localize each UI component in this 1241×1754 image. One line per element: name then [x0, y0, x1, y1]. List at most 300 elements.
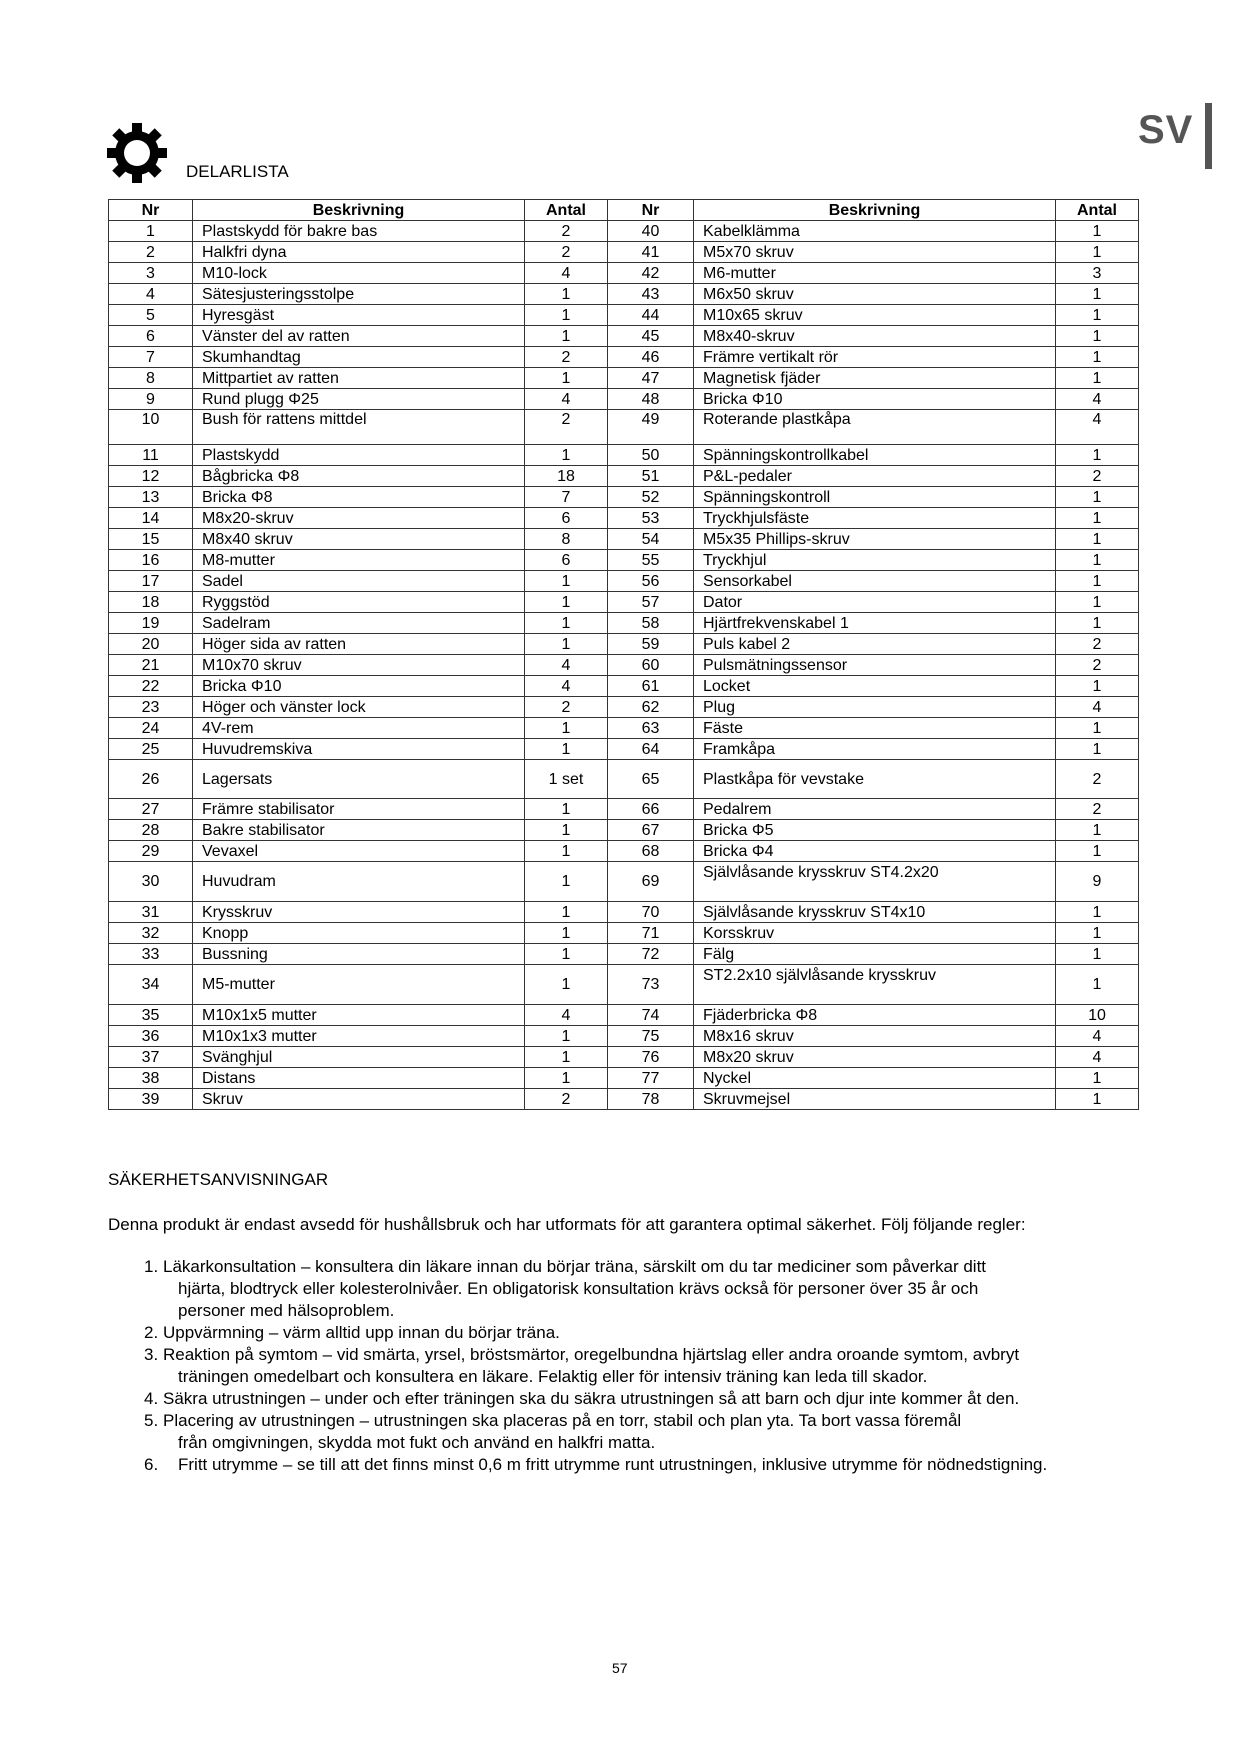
nr-cell: 32	[109, 923, 193, 944]
description-cell: Fälg	[694, 944, 1056, 965]
description-cell: Svänghjul	[193, 1047, 525, 1068]
quantity-cell: 2	[525, 242, 608, 263]
nr-cell: 13	[109, 487, 193, 508]
quantity-cell: 4	[1056, 389, 1139, 410]
description-cell: Framkåpa	[694, 739, 1056, 760]
nr-cell: 3	[109, 263, 193, 284]
quantity-cell: 1	[525, 634, 608, 655]
rule-text-line: träningen omedelbart och konsultera en läkare. Felaktig eller för intensiv träning kan leda till skador.	[178, 1367, 928, 1386]
safety-title: SÄKERHETSANVISNINGAR	[108, 1170, 329, 1189]
table-header-row	[109, 200, 1139, 221]
description-cell: Självlåsande krysskruv ST4.2x20	[694, 862, 1056, 902]
nr-cell: 34	[109, 965, 193, 1005]
quantity-cell: 1	[1056, 368, 1139, 389]
quantity-cell: 1	[1056, 571, 1139, 592]
table-row	[109, 676, 1139, 697]
quantity-cell: 1	[1056, 284, 1139, 305]
description-cell: Dator	[694, 592, 1056, 613]
table-row	[109, 529, 1139, 550]
quantity-cell: 2	[525, 1089, 608, 1110]
language-bar	[1205, 103, 1212, 169]
quantity-cell: 1	[1056, 718, 1139, 739]
description-cell: Ryggstöd	[193, 592, 525, 613]
nr-cell: 62	[608, 697, 694, 718]
nr-cell: 60	[608, 655, 694, 676]
nr-cell: 17	[109, 571, 193, 592]
description-cell: Bush för rattens mittdel	[193, 410, 525, 445]
quantity-cell: 2	[1056, 634, 1139, 655]
description-cell: Sensorkabel	[694, 571, 1056, 592]
nr-cell: 73	[608, 965, 694, 1005]
nr-cell: 18	[109, 592, 193, 613]
table-row	[109, 613, 1139, 634]
nr-cell: 8	[109, 368, 193, 389]
rule-text-line: hjärta, blodtryck eller kolesterolnivåer. En obligatorisk konsultation krävs också för personer över 35 år och	[178, 1279, 979, 1298]
quantity-cell: 1	[1056, 347, 1139, 368]
description-cell: M8-mutter	[193, 550, 525, 571]
nr-cell: 63	[608, 718, 694, 739]
table-row	[109, 221, 1139, 242]
quantity-cell: 1	[1056, 508, 1139, 529]
gear-icon	[104, 120, 170, 186]
description-cell: Hjärtfrekvenskabel 1	[694, 613, 1056, 634]
table-header-cell: Nr	[608, 200, 694, 221]
nr-cell: 51	[608, 466, 694, 487]
rule-text-line: Läkarkonsultation – konsultera din läkare innan du börjar träna, särskilt om du tar mediciner som påverkar ditt	[163, 1257, 987, 1276]
section-title: DELARLISTA	[186, 162, 289, 181]
description-cell: Rund plugg Φ25	[193, 389, 525, 410]
description-cell: M6-mutter	[694, 263, 1056, 284]
description-cell: Mittpartiet av ratten	[193, 368, 525, 389]
table-row	[109, 1047, 1139, 1068]
nr-cell: 44	[608, 305, 694, 326]
table-row	[109, 326, 1139, 347]
quantity-cell: 1	[1056, 820, 1139, 841]
description-cell: Puls kabel 2	[694, 634, 1056, 655]
quantity-cell: 1	[525, 1026, 608, 1047]
quantity-cell: 2	[525, 697, 608, 718]
nr-cell: 36	[109, 1026, 193, 1047]
quantity-cell: 1	[525, 571, 608, 592]
nr-cell: 52	[608, 487, 694, 508]
quantity-cell: 1	[525, 326, 608, 347]
nr-cell: 5	[109, 305, 193, 326]
description-cell: Fjäderbricka Φ8	[694, 1005, 1056, 1026]
nr-cell: 12	[109, 466, 193, 487]
quantity-cell: 1	[525, 923, 608, 944]
quantity-cell: 2	[1056, 655, 1139, 676]
table-row	[109, 347, 1139, 368]
table-row	[109, 242, 1139, 263]
description-cell: Bricka Φ10	[694, 389, 1056, 410]
description-cell: M5x70 skruv	[694, 242, 1056, 263]
description-cell: Bricka Φ10	[193, 676, 525, 697]
quantity-cell: 1	[1056, 739, 1139, 760]
quantity-cell: 1	[1056, 242, 1139, 263]
quantity-cell: 4	[525, 676, 608, 697]
quantity-cell: 1	[1056, 676, 1139, 697]
description-cell: Halkfri dyna	[193, 242, 525, 263]
quantity-cell: 1	[1056, 529, 1139, 550]
quantity-cell: 1	[1056, 305, 1139, 326]
table-row	[109, 760, 1139, 799]
nr-cell: 23	[109, 697, 193, 718]
description-cell: M8x40-skruv	[694, 326, 1056, 347]
table-header-cell: Beskrivning	[694, 200, 1056, 221]
quantity-cell: 4	[525, 389, 608, 410]
description-cell: Spänningskontrollkabel	[694, 445, 1056, 466]
description-cell: 4V-rem	[193, 718, 525, 739]
quantity-cell: 2	[1056, 466, 1139, 487]
nr-cell: 46	[608, 347, 694, 368]
quantity-cell: 4	[525, 1005, 608, 1026]
description-cell: Fäste	[694, 718, 1056, 739]
quantity-cell: 1	[1056, 965, 1139, 1005]
safety-rule	[108, 1322, 1108, 1344]
description-cell: Huvudram	[193, 862, 525, 902]
rule-text-line: Fritt utrymme – se till att det finns minst 0,6 m fritt utrymme runt utrustningen, inklusive utrymme för nödnedstigning.	[178, 1455, 1048, 1474]
nr-cell: 56	[608, 571, 694, 592]
rule-text-line: personer med hälsoproblem.	[178, 1301, 395, 1320]
nr-cell: 9	[109, 389, 193, 410]
quantity-cell: 1	[525, 739, 608, 760]
nr-cell: 70	[608, 902, 694, 923]
table-row	[109, 592, 1139, 613]
table-row	[109, 1089, 1139, 1110]
nr-cell: 59	[608, 634, 694, 655]
description-cell: M5x35 Phillips-skruv	[694, 529, 1056, 550]
description-cell: Skruv	[193, 1089, 525, 1110]
rule-number: 6.	[144, 1455, 159, 1474]
nr-cell: 66	[608, 799, 694, 820]
table-row	[109, 571, 1139, 592]
rule-text-line: Placering av utrustningen – utrustningen ska placeras på en torr, stabil och plan yta. Ta bort vassa föremål	[163, 1411, 962, 1430]
description-cell: Främre vertikalt rör	[694, 347, 1056, 368]
safety-rules-list	[108, 1256, 1108, 1476]
nr-cell: 35	[109, 1005, 193, 1026]
table-header-cell: Nr	[109, 200, 193, 221]
quantity-cell: 1	[525, 718, 608, 739]
nr-cell: 11	[109, 445, 193, 466]
nr-cell: 38	[109, 1068, 193, 1089]
table-row	[109, 487, 1139, 508]
nr-cell: 77	[608, 1068, 694, 1089]
quantity-cell: 1	[1056, 613, 1139, 634]
quantity-cell: 3	[1056, 263, 1139, 284]
table-row	[109, 923, 1139, 944]
table-header-cell: Antal	[525, 200, 608, 221]
table-header-cell: Beskrivning	[193, 200, 525, 221]
table-row	[109, 634, 1139, 655]
table-row	[109, 655, 1139, 676]
description-cell: Sätesjusteringsstolpe	[193, 284, 525, 305]
description-cell: P&L-pedaler	[694, 466, 1056, 487]
nr-cell: 75	[608, 1026, 694, 1047]
description-cell: Hyresgäst	[193, 305, 525, 326]
nr-cell: 39	[109, 1089, 193, 1110]
description-cell: M10-lock	[193, 263, 525, 284]
page-number: 57	[612, 1660, 628, 1676]
quantity-cell: 2	[525, 347, 608, 368]
table-row	[109, 368, 1139, 389]
table-row	[109, 965, 1139, 1005]
nr-cell: 33	[109, 944, 193, 965]
description-cell: Bricka Φ8	[193, 487, 525, 508]
description-cell: Tryckhjul	[694, 550, 1056, 571]
nr-cell: 21	[109, 655, 193, 676]
nr-cell: 37	[109, 1047, 193, 1068]
language-tag: SV	[1138, 108, 1194, 152]
nr-cell: 41	[608, 242, 694, 263]
description-cell: Bågbricka Φ8	[193, 466, 525, 487]
nr-cell: 30	[109, 862, 193, 902]
nr-cell: 28	[109, 820, 193, 841]
rule-text-line: från omgivningen, skydda mot fukt och använd en halkfri matta.	[178, 1433, 656, 1452]
nr-cell: 10	[109, 410, 193, 445]
nr-cell: 27	[109, 799, 193, 820]
description-cell: Pulsmätningssensor	[694, 655, 1056, 676]
table-row	[109, 718, 1139, 739]
table-row	[109, 1026, 1139, 1047]
nr-cell: 55	[608, 550, 694, 571]
description-cell: Bricka Φ5	[694, 820, 1056, 841]
quantity-cell: 1	[525, 445, 608, 466]
nr-cell: 4	[109, 284, 193, 305]
table-row	[109, 389, 1139, 410]
nr-cell: 42	[608, 263, 694, 284]
description-cell: M8x20-skruv	[193, 508, 525, 529]
nr-cell: 72	[608, 944, 694, 965]
safety-rule	[108, 1410, 1108, 1454]
quantity-cell: 1 set	[525, 760, 608, 799]
quantity-cell: 1	[525, 1047, 608, 1068]
quantity-cell: 1	[525, 944, 608, 965]
nr-cell: 68	[608, 841, 694, 862]
nr-cell: 78	[608, 1089, 694, 1110]
quantity-cell: 6	[525, 550, 608, 571]
description-cell: M8x16 skruv	[694, 1026, 1056, 1047]
table-row	[109, 697, 1139, 718]
nr-cell: 25	[109, 739, 193, 760]
description-cell: Tryckhjulsfäste	[694, 508, 1056, 529]
table-row	[109, 305, 1139, 326]
nr-cell: 54	[608, 529, 694, 550]
nr-cell: 29	[109, 841, 193, 862]
safety-rule	[108, 1344, 1108, 1388]
description-cell: Distans	[193, 1068, 525, 1089]
description-cell: Skruvmejsel	[694, 1089, 1056, 1110]
quantity-cell: 1	[525, 820, 608, 841]
nr-cell: 24	[109, 718, 193, 739]
rule-number: 1.	[144, 1257, 159, 1276]
rule-number: 2.	[144, 1323, 159, 1342]
description-cell: Vevaxel	[193, 841, 525, 862]
quantity-cell: 1	[1056, 1089, 1139, 1110]
description-cell: Knopp	[193, 923, 525, 944]
description-cell: M8x40 skruv	[193, 529, 525, 550]
table-row	[109, 902, 1139, 923]
rule-number: 3.	[144, 1345, 159, 1364]
quantity-cell: 4	[1056, 697, 1139, 718]
quantity-cell: 1	[1056, 445, 1139, 466]
nr-cell: 49	[608, 410, 694, 445]
quantity-cell: 1	[1056, 944, 1139, 965]
description-cell: M6x50 skruv	[694, 284, 1056, 305]
quantity-cell: 1	[1056, 221, 1139, 242]
description-cell: ST2.2x10 självlåsande krysskruv	[694, 965, 1056, 1005]
nr-cell: 74	[608, 1005, 694, 1026]
description-cell: Lagersats	[193, 760, 525, 799]
quantity-cell: 4	[525, 263, 608, 284]
parts-table-body	[109, 221, 1139, 1110]
description-cell: Höger sida av ratten	[193, 634, 525, 655]
quantity-cell: 1	[525, 592, 608, 613]
description-cell: Nyckel	[694, 1068, 1056, 1089]
quantity-cell: 1	[525, 613, 608, 634]
table-row	[109, 445, 1139, 466]
nr-cell: 48	[608, 389, 694, 410]
nr-cell: 53	[608, 508, 694, 529]
rule-text-line: Säkra utrustningen – under och efter träningen ska du säkra utrustningen så att barn och djur inte kommer åt den.	[163, 1389, 1020, 1408]
description-cell: Vänster del av ratten	[193, 326, 525, 347]
description-cell: Sadelram	[193, 613, 525, 634]
quantity-cell: 1	[525, 862, 608, 902]
description-cell: Kabelklämma	[694, 221, 1056, 242]
nr-cell: 65	[608, 760, 694, 799]
description-cell: Bussning	[193, 944, 525, 965]
description-cell: Krysskruv	[193, 902, 525, 923]
nr-cell: 47	[608, 368, 694, 389]
description-cell: Självlåsande krysskruv ST4x10	[694, 902, 1056, 923]
quantity-cell: 4	[525, 655, 608, 676]
nr-cell: 14	[109, 508, 193, 529]
quantity-cell: 1	[1056, 550, 1139, 571]
table-row	[109, 466, 1139, 487]
description-cell: Plug	[694, 697, 1056, 718]
quantity-cell: 1	[525, 305, 608, 326]
quantity-cell: 1	[1056, 923, 1139, 944]
nr-cell: 61	[608, 676, 694, 697]
nr-cell: 26	[109, 760, 193, 799]
nr-cell: 1	[109, 221, 193, 242]
rule-number: 5.	[144, 1411, 159, 1430]
nr-cell: 6	[109, 326, 193, 347]
safety-intro: Denna produkt är endast avsedd för hushållsbruk och har utformats för att garantera optimal säkerhet. Följ följande regler:	[108, 1215, 1026, 1234]
quantity-cell: 1	[525, 368, 608, 389]
nr-cell: 50	[608, 445, 694, 466]
quantity-cell: 8	[525, 529, 608, 550]
quantity-cell: 1	[525, 799, 608, 820]
quantity-cell: 4	[1056, 1047, 1139, 1068]
safety-rule	[108, 1454, 1108, 1476]
table-row	[109, 739, 1139, 760]
quantity-cell: 18	[525, 466, 608, 487]
rule-number: 4.	[144, 1389, 159, 1408]
quantity-cell: 6	[525, 508, 608, 529]
quantity-cell: 4	[1056, 1026, 1139, 1047]
description-cell: Plastkåpa för vevstake	[694, 760, 1056, 799]
quantity-cell: 7	[525, 487, 608, 508]
description-cell: Spänningskontroll	[694, 487, 1056, 508]
description-cell: M8x20 skruv	[694, 1047, 1056, 1068]
table-row	[109, 944, 1139, 965]
quantity-cell: 2	[525, 221, 608, 242]
table-header-cell: Antal	[1056, 200, 1139, 221]
nr-cell: 76	[608, 1047, 694, 1068]
quantity-cell: 1	[525, 284, 608, 305]
nr-cell: 64	[608, 739, 694, 760]
quantity-cell: 1	[1056, 841, 1139, 862]
nr-cell: 2	[109, 242, 193, 263]
description-cell: Plastskydd	[193, 445, 525, 466]
table-row	[109, 410, 1139, 445]
table-row	[109, 1068, 1139, 1089]
table-row	[109, 1005, 1139, 1026]
nr-cell: 19	[109, 613, 193, 634]
nr-cell: 7	[109, 347, 193, 368]
description-cell: Höger och vänster lock	[193, 697, 525, 718]
description-cell: M5-mutter	[193, 965, 525, 1005]
description-cell: Skumhandtag	[193, 347, 525, 368]
nr-cell: 15	[109, 529, 193, 550]
rule-text-line: Reaktion på symtom – vid smärta, yrsel, bröstsmärtor, oregelbundna hjärtslag eller andra oroande symtom, avbryt	[163, 1345, 1020, 1364]
description-cell: Bakre stabilisator	[193, 820, 525, 841]
table-row	[109, 799, 1139, 820]
quantity-cell: 1	[525, 965, 608, 1005]
description-cell: M10x70 skruv	[193, 655, 525, 676]
nr-cell: 16	[109, 550, 193, 571]
nr-cell: 57	[608, 592, 694, 613]
nr-cell: 71	[608, 923, 694, 944]
safety-rule	[108, 1388, 1108, 1410]
quantity-cell: 1	[1056, 902, 1139, 923]
quantity-cell: 2	[1056, 760, 1139, 799]
table-row	[109, 284, 1139, 305]
parts-table	[108, 199, 1139, 1110]
description-cell: Pedalrem	[694, 799, 1056, 820]
quantity-cell: 2	[525, 410, 608, 445]
description-cell: Plastskydd för bakre bas	[193, 221, 525, 242]
nr-cell: 67	[608, 820, 694, 841]
nr-cell: 31	[109, 902, 193, 923]
quantity-cell: 2	[1056, 799, 1139, 820]
quantity-cell: 1	[525, 902, 608, 923]
nr-cell: 40	[608, 221, 694, 242]
quantity-cell: 1	[1056, 487, 1139, 508]
description-cell: Främre stabilisator	[193, 799, 525, 820]
description-cell: Magnetisk fjäder	[694, 368, 1056, 389]
table-row	[109, 550, 1139, 571]
quantity-cell: 9	[1056, 862, 1139, 902]
description-cell: Bricka Φ4	[694, 841, 1056, 862]
description-cell: M10x65 skruv	[694, 305, 1056, 326]
description-cell: Sadel	[193, 571, 525, 592]
quantity-cell: 1	[525, 1068, 608, 1089]
nr-cell: 20	[109, 634, 193, 655]
quantity-cell: 1	[1056, 326, 1139, 347]
safety-rule	[108, 1256, 1108, 1322]
table-row	[109, 508, 1139, 529]
quantity-cell: 1	[1056, 1068, 1139, 1089]
quantity-cell: 1	[525, 841, 608, 862]
nr-cell: 22	[109, 676, 193, 697]
description-cell: Huvudremskiva	[193, 739, 525, 760]
description-cell: M10x1x3 mutter	[193, 1026, 525, 1047]
table-row	[109, 841, 1139, 862]
nr-cell: 45	[608, 326, 694, 347]
description-cell: Roterande plastkåpa	[694, 410, 1056, 445]
nr-cell: 58	[608, 613, 694, 634]
